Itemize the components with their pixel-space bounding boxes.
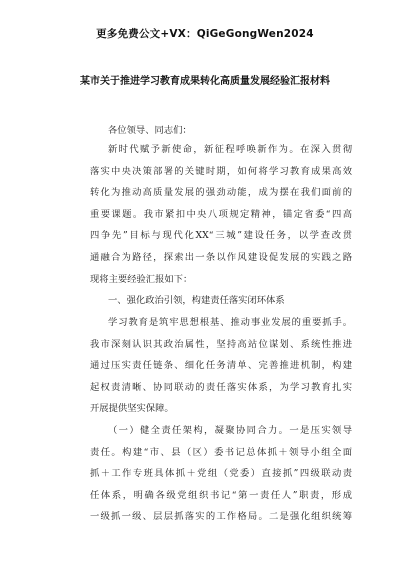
paragraph-line: 我市深刻认识其政治属性，坚持高站位谋划、系统性推进 [90, 338, 352, 350]
paragraph-line: 起权责清晰、协同联动的责任落实体系，为学习教育扎实 [90, 381, 352, 393]
section-heading: 一、强化政治引领，构建责任落实闭环体系 [108, 295, 285, 306]
paragraph-line: 任体系，明确各级党组织书记“第一责任人”职责，形成 [90, 489, 352, 501]
paragraph-line: 落实中央决策部署的关键时期，如何将学习教育成果高效 [90, 165, 352, 177]
page-header: 更多免费公文+VX：QiGeGongWen2024 [96, 28, 314, 40]
paragraph-line: 一级抓一级、层层抓落实的工作格局。二是强化组织统筹 [90, 511, 352, 523]
paragraph-line: 新时代赋予新使命，新征程呼唤新作为。在深入贯彻 [108, 144, 352, 155]
paragraph-line: 转化为推动高质量发展的强劲动能，成为摆在我们面前的 [90, 187, 352, 199]
paragraph-3 [90, 420, 352, 528]
paragraph-line: 学习教育是筑牢思想根基、推动事业发展的重要抓手。 [108, 317, 352, 328]
paragraph-line: 现将主要经验汇报如下： [90, 273, 193, 285]
greeting: 各位领导、同志们： [108, 125, 192, 136]
section-1-heading-block [90, 290, 352, 312]
paragraph-1 [90, 139, 352, 290]
paragraph-2 [90, 312, 352, 420]
paragraph-line: 通过压实责任链条、细化任务清单、完善推进机制，构建 [90, 360, 352, 372]
paragraph-line: 责任。构建“市、县（区）委书记总体抓＋领导小组全面 [90, 446, 352, 458]
paragraph-line: （一）健全责任架构，凝聚协同合力。一是压实领导 [108, 425, 352, 436]
paragraph-line: 四争先”目标与现代化XX“三城”建设任务，以学查改贯 [90, 230, 352, 242]
paragraph-line: 通融合为路径，探索出一条以作风建设促发展的实践之路 [90, 251, 352, 263]
paragraph-line: 重要课题。我市紧扣中央八项规定精神，锚定省委“四高 [90, 208, 352, 220]
paragraph-line: 开展提供坚实保障。 [90, 403, 174, 415]
document-title: 某市关于推进学习教育成果转化高质量发展经验汇报材料 [80, 76, 330, 87]
paragraph-line: 抓＋工作专班具体抓＋党组（党委）直接抓”四级联动责 [90, 468, 352, 480]
